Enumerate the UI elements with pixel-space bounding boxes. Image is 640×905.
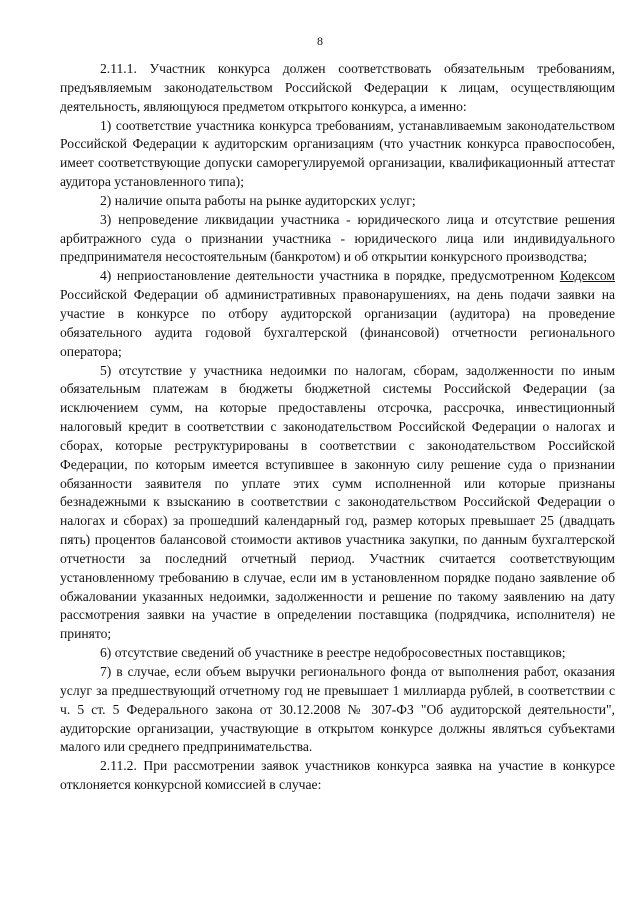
document-body bbox=[60, 60, 615, 795]
list-item-3: 3) непроведение ликвидации участника - юридического лица и отсутствие решения арбитражного суда о признании участника - юридического лица или индивидуального предпринимателя несостоятельным (банкротом) и об открытии конкурсного производства; bbox=[60, 211, 615, 265]
list-item-4-text-after: Российской Федерации об административных правонарушениях, на день подачи заявки на участие в конкурсе по отбору аудиторской организации (аудитора) на проведение обязательного аудита годовой бухгалтерской (финансовой) отчетности регионального оператора; bbox=[60, 287, 615, 359]
list-item-2: 2) наличие опыта работы на рынке аудиторских услуг; bbox=[100, 192, 416, 208]
list-item-6: 6) отсутствие сведений об участнике в реестре недобросовестных поставщиков; bbox=[100, 645, 566, 661]
list-item-7: 7) в случае, если объем выручки регионального фонда от выполнения работ, оказания услуг за предшествующий отчетному год не превышает 1 миллиарда рублей, в соответствии с ч. 5 ст. 5 Федерального закона от 30.12.2008 № 307-ФЗ "Об аудиторской деятельности", аудиторские организации, участвующие в открытом конкурсе должны являться субъектами малого или среднего предпринимательства. bbox=[60, 664, 615, 755]
paragraph-2-11-2: 2.11.2. При рассмотрении заявок участников конкурса заявка на участие в конкурсе отклоняется конкурсной комиссией в случае: bbox=[60, 758, 615, 793]
codex-link[interactable]: Кодексом bbox=[559, 268, 615, 284]
list-item-1: 1) соответствие участника конкурса требованиям, устанавливаемым законодательством Российской Федерации к аудиторским организациям (что участник конкурса правоспособен, имеет соответствующие допуски саморегулируемой организации, квалификационный аттестат аудитора установленного типа); bbox=[60, 117, 615, 190]
list-item-4 bbox=[60, 267, 615, 361]
paragraph-2-11-1: 2.11.1. Участник конкурса должен соответствовать обязательным требованиям, предъявляемым законодательством Российской Федерации к лицам, осуществляющим деятельность, являющуюся предметом открытого конкурса, а именно: bbox=[60, 61, 615, 114]
list-item-4-text-before: 4) неприостановление деятельности участника в порядке, предусмотренном bbox=[100, 268, 560, 284]
page-number: 8 bbox=[317, 34, 323, 48]
list-item-5: 5) отсутствие у участника недоимки по налогам, сборам, задолженности по иным обязательным платежам в бюджеты бюджетной системы Российской Федерации (за исключением сумм, на которые предоставлены отсрочка, рассрочка, инвестиционный налоговый кредит в соответствии с законодательством Российской Федерации о налогах и сборах, которые реструктурированы в соответствии с законодательством Российской Федерации, по которым имеется вступившее в законную силу решение суда о признании обязанности заявителя по уплате этих сумм исполненной или которые признаны безнадежными к взысканию в соответствии с законодательством Российской Федерации о налогах и сборах) за прошедший календарный год, размер которых превышает 25 (двадцать пять) процентов балансовой стоимости активов участника закупки, по данным бухгалтерской отчетности за последний отчетный период. Участник считается соответствующим установленному требованию в случае, если им в установленном порядке подано заявление об обжаловании указанных недоимки, задолженности и решение по такому заявлению на дату рассмотрения заявки на участие в определении поставщика (подрядчика, исполнителя) не принято; bbox=[60, 362, 615, 642]
